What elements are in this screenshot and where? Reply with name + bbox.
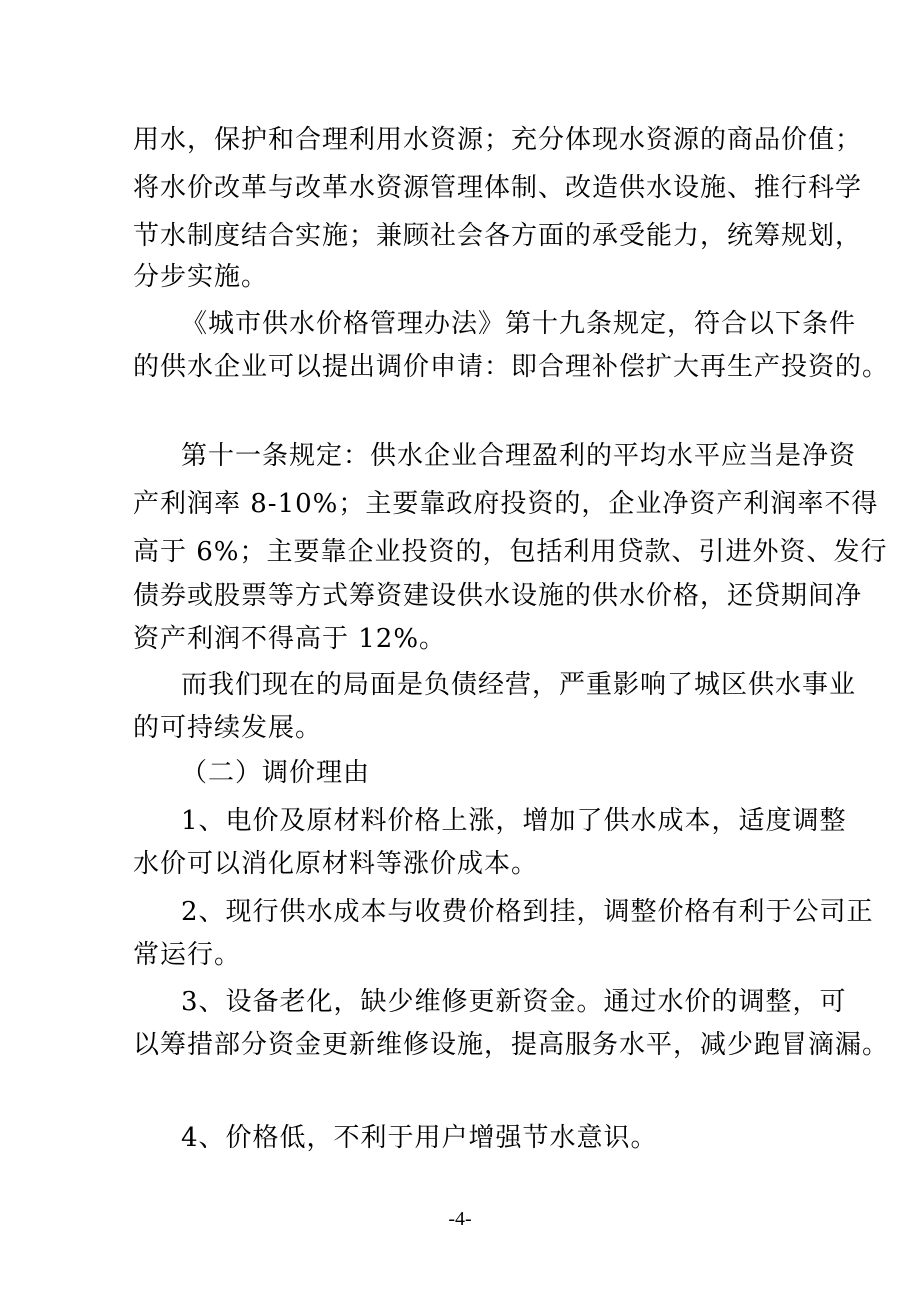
text-line: 1、电价及原材料价格上涨，增加了供水成本，适度调整 (181, 806, 847, 836)
text-line: 第十一条规定：供水企业合理盈利的平均水平应当是净资 (181, 441, 857, 471)
text-line: 的可持续发展。 (133, 713, 323, 743)
text-line: 分步实施。 (133, 262, 269, 292)
text-line: 2、现行供水成本与收费价格到挂，调整价格有利于公司正 (181, 897, 874, 927)
text-line: 产利润率 8-10%；主要靠政府投资的，企业净资产利润率不得 (133, 489, 879, 519)
text-line: 将水价改革与改革水资源管理体制、改造供水设施、推行科学 (133, 173, 863, 203)
text-line: 水价可以消化原材料等涨价成本。 (133, 849, 539, 879)
text-line: 以筹措部分资金更新维修设施，提高服务水平，减少跑冒滴漏。 (133, 1030, 890, 1060)
section-heading: （二）调价理由 (181, 758, 371, 788)
text-line: 高于 6%；主要靠企业投资的，包括利用贷款、引进外资、发行 (133, 537, 888, 567)
text-line: 资产利润不得高于 12%。 (133, 624, 447, 654)
text-line: 4、价格低，不利于用户增强节水意识。 (181, 1123, 658, 1153)
text-line: 债券或股票等方式筹资建设供水设施的供水价格，还贷期间净 (133, 581, 863, 611)
text-line: 3、设备老化，缺少维修更新资金。通过水价的调整，可 (181, 987, 847, 1017)
text-line: 而我们现在的局面是负债经营，严重影响了城区供水事业 (181, 670, 857, 700)
text-line: 《城市供水价格管理办法》第十九条规定，符合以下条件 (181, 309, 857, 339)
page-number: -4- (448, 1208, 472, 1230)
text-line: 的供水企业可以提出调价申请：即合理补偿扩大再生产投资的。 (133, 352, 890, 382)
text-line: 常运行。 (133, 940, 242, 970)
text-line: 节水制度结合实施；兼顾社会各方面的承受能力，统筹规划， (133, 221, 863, 251)
text-line: 用水，保护和合理利用水资源；充分体现水资源的商品价值； (133, 125, 863, 155)
